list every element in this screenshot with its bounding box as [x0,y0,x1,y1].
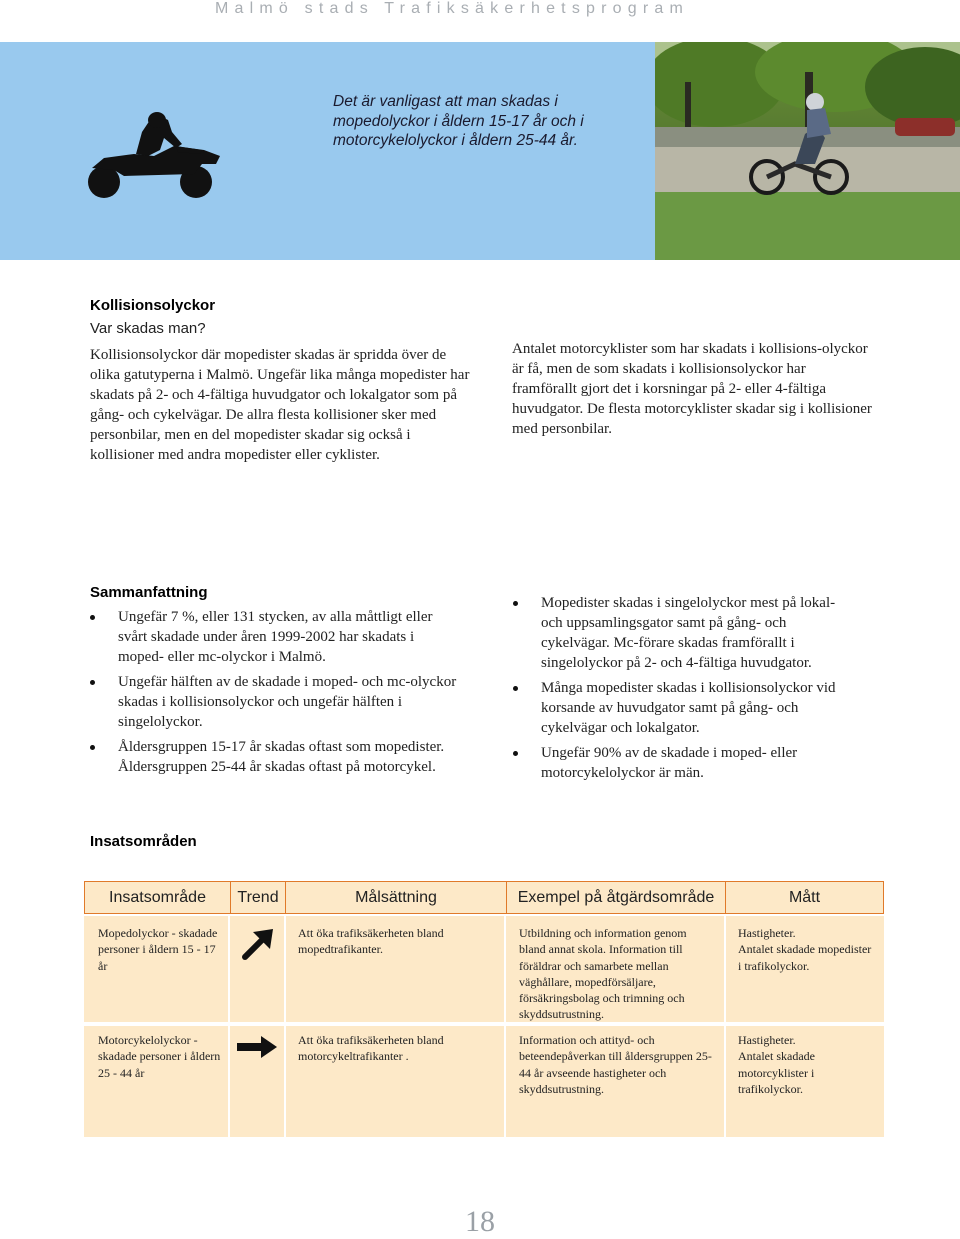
trend-cell [229,1032,284,1097]
list-item: Ungefär 90% av de skadade i moped- eller motorcykelolyckor är män. [513,743,853,783]
banner [0,42,960,260]
increasing-arrow-icon [241,927,277,961]
measure-cell: Hastigheter. Antalet skadade motorcyklister i trafikolyckor. [738,1033,815,1096]
summary-left-list [90,607,462,782]
table-row [84,925,884,1023]
goal-cell: Att öka trafiksäkerheten bland motorcykeltrafikanter . [298,1033,444,1064]
moped-rider-photo [655,42,960,260]
summary-title: Sammanfattning [90,584,208,601]
motorcyclist-silhouette-icon [84,110,224,200]
document-header-title: Malmö stads Trafiksäkerhetsprogram [215,0,690,17]
column-header: Trend [230,882,285,913]
list-item: Mopedister skadas i singelolyckor mest på lokal- och uppsamlingsgator samt på gång- och cykelvägar. Mc-förare skadas framförallt i singelolyckor på 2- och 4-fältiga huvudgator. [513,593,853,673]
example-cell: Utbildning och information genom bland annat skola. Information till föräldrar och samarbete mellan väghållare, mopedförsäljare, försäkringsbolag och trimning och skyddsutrustning. [519,926,687,1022]
table-row [84,1032,884,1097]
trend-cell [229,925,284,1023]
table-body [84,916,884,1137]
table-header [84,881,884,914]
focus-areas-table [84,881,884,1137]
column-header: Mått [725,882,883,913]
collisions-title: Kollisionsolyckor [90,297,216,314]
column-header: Målsättning [285,882,506,913]
list-item: Ungefär hälften av de skadade i moped- och mc-olyckor skadas i kollisionsolyckor och ungefär hälften i singelolyckor. [90,672,462,732]
collisions-right-paragraph: Antalet motorcyklister som har skadats i kollisions-olyckor är få, men de som skadats i kollisionsolyckor har framförallt gjort det i korsningar på 2- eller 4-fältiga huvudgator. De flesta motorcyklister skadar sig i kollisioner med personbilar. [512,341,872,437]
area-cell: Mopedolyckor - skadade personer i åldern 15 - 17 år [98,926,218,973]
summary-right-list [513,593,853,788]
measure-cell: Hastigheter. Antalet skadade mopedister i trafikolyckor. [738,926,872,973]
stable-arrow-icon [237,1036,277,1058]
example-cell: Information och attityd- och beteendepåverkan till åldersgruppen 25-44 år avseende hastigheter och skyddsutrustning. [519,1033,712,1096]
list-item: Åldersgruppen 15-17 år skadas oftast som mopedister. Åldersgruppen 25-44 år skadas oftast på motorcykel. [90,737,462,777]
goal-cell: Att öka trafiksäkerheten bland mopedtrafikanter. [298,926,444,957]
collisions-subtitle: Var skadas man? [90,320,206,337]
column-header: Exempel på åtgärdsområde [506,882,725,913]
list-item: Ungefär 7 %, eller 131 stycken, av alla måttligt eller svårt skadade under åren 1999-2002 har skadats i moped- eller mc-olyckor i Malmö. [90,607,462,667]
collisions-left-paragraph: Kollisionsolyckor där mopedister skadas är spridda över de olika gatutyperna i Malmö. Ungefär lika många mopedister har skadats på 2- och 4-fältiga huvudgator och lokalgator som på gång- och cykelvägar. De allra flesta kollisioner sker med personbilar, men en del mopedister skadar sig också i kollisioner med andra mopedister eller cyklister. [90,347,470,463]
banner-quote: Det är vanligast att man skadas i mopedolyckor i åldern 15-17 år och i motorcykelolyckor i åldern 25-44 år. [333,93,584,149]
column-header: Insatsområde [109,888,206,906]
area-cell: Motorcykelolyckor - skadade personer i åldern 25 - 44 år [98,1033,221,1080]
page-number: 18 [465,1205,495,1238]
list-item: Många mopedister skadas i kollisionsolyckor vid korsande av huvudgator samt på gång- och cykelvägar och lokalgator. [513,678,853,738]
focus-areas-title: Insatsområden [90,833,197,850]
